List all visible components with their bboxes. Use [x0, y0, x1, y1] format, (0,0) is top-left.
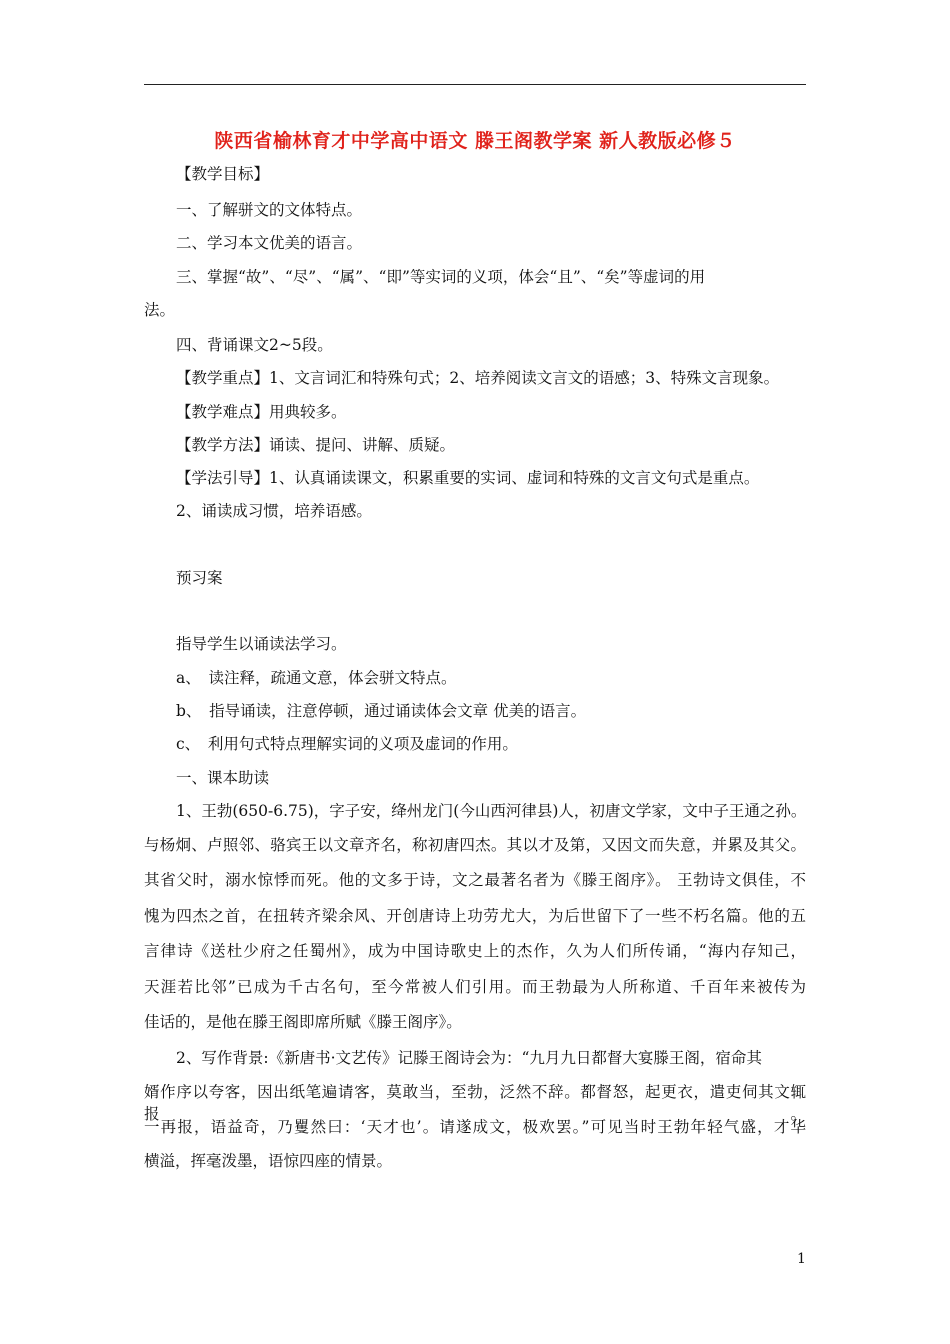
difficulties-line: 【教学难点】用典较多。	[176, 403, 347, 421]
paragraph-line: 2、写作背景:《新唐书·文艺传》记滕王阁诗会为：“九月九日都督大宴滕王阁，宿命其	[176, 1049, 762, 1067]
preview-item-a: a、 读注释，疏通文意，体会骈文特点。	[176, 669, 457, 687]
objective-line: 四、背诵课文2~5段。	[176, 336, 333, 354]
paragraph-line: 与杨炯、卢照邻、骆宾王以文章齐名，称初唐四杰。其以才及第，又因文而失意，并累及其父。	[144, 836, 806, 854]
study-guide-line: 2、诵读成习惯，培养语感。	[176, 502, 372, 520]
objective-line: 一、了解骈文的文体特点。	[176, 201, 363, 219]
objective-line: 三、掌握“故”、“尽”、“属”、“即”等实词的义项，体会“且”、“矣”等虚词的用	[176, 268, 706, 286]
paragraph-line: 愧为四杰之首，在扭转齐梁余风、开创唐诗上功劳尤大，为后世留下了一些不朽名篇。他的五	[144, 907, 806, 925]
paragraph-line: 1、王勃(650-6.75)，字子安，绛州龙门(今山西河律县)人，初唐文学家，文中子王通之孙。	[176, 802, 807, 820]
objective-line-continued: 法。	[144, 301, 176, 319]
section-heading-reading-aid: 一、课本助读	[176, 769, 270, 787]
section-heading-objectives: 【教学目标】	[176, 165, 270, 183]
paragraph-line: 佳话的，是他在滕王阁即席所赋《滕王阁序》。	[144, 1013, 462, 1031]
paragraph-line: 横溢，挥毫泼墨，语惊四座的情景。	[144, 1152, 393, 1170]
paragraph-line: 一再报，语益奇，乃矍然曰：‘天才也’。请遂成文，极欢罢。”可见当时王勃年轻气盛，才华	[144, 1118, 806, 1136]
preview-intro-line: 指导学生以诵读法学习。	[176, 635, 347, 653]
preview-item-b: b、 指导诵读，注意停顿，通过诵读体会文章 优美的语言。	[176, 702, 587, 720]
paragraph-line: 天涯若比邻”已成为千古名句，至今常被人们引用。而王勃最为人所称道、千百年来被传为	[144, 978, 806, 996]
paragraph-line: 其省父时，溺水惊悸而死。他的文多于诗，文之最著名者为《滕王阁序》。 王勃诗文俱佳，不	[144, 871, 806, 889]
methods-line: 【教学方法】诵读、提问、讲解、质疑。	[176, 436, 456, 454]
paragraph-line: 言律诗《送杜少府之任蜀州》，成为中国诗歌史上的杰作，久为人们所传诵，“海内存知己，	[144, 942, 806, 960]
header-rule	[144, 84, 806, 85]
objective-line: 二、学习本文优美的语言。	[176, 234, 363, 252]
study-guide-line: 【学法引导】1、认真诵读课文，积累重要的实词、虚词和特殊的文言文句式是重点。	[176, 469, 760, 487]
document-title: 陕西省榆林育才中学高中语文 滕王阁教学案 新人教版必修５	[214, 130, 736, 152]
section-heading-preview: 预习案	[176, 569, 223, 587]
page-number: 1	[797, 1251, 806, 1267]
paragraph-line: 婿作序以夸客，因出纸笔遍请客，莫敢当，至勃，泛然不辞。都督怒，起更衣，遣吏伺其文辄报。	[144, 1083, 806, 1123]
preview-item-c: c、 利用句式特点理解实词的义项及虚词的作用。	[176, 735, 518, 753]
key-points-line: 【教学重点】1、文言词汇和特殊句式；2、培养阅读文言文的语感；3、特殊文言现象。	[176, 369, 780, 387]
